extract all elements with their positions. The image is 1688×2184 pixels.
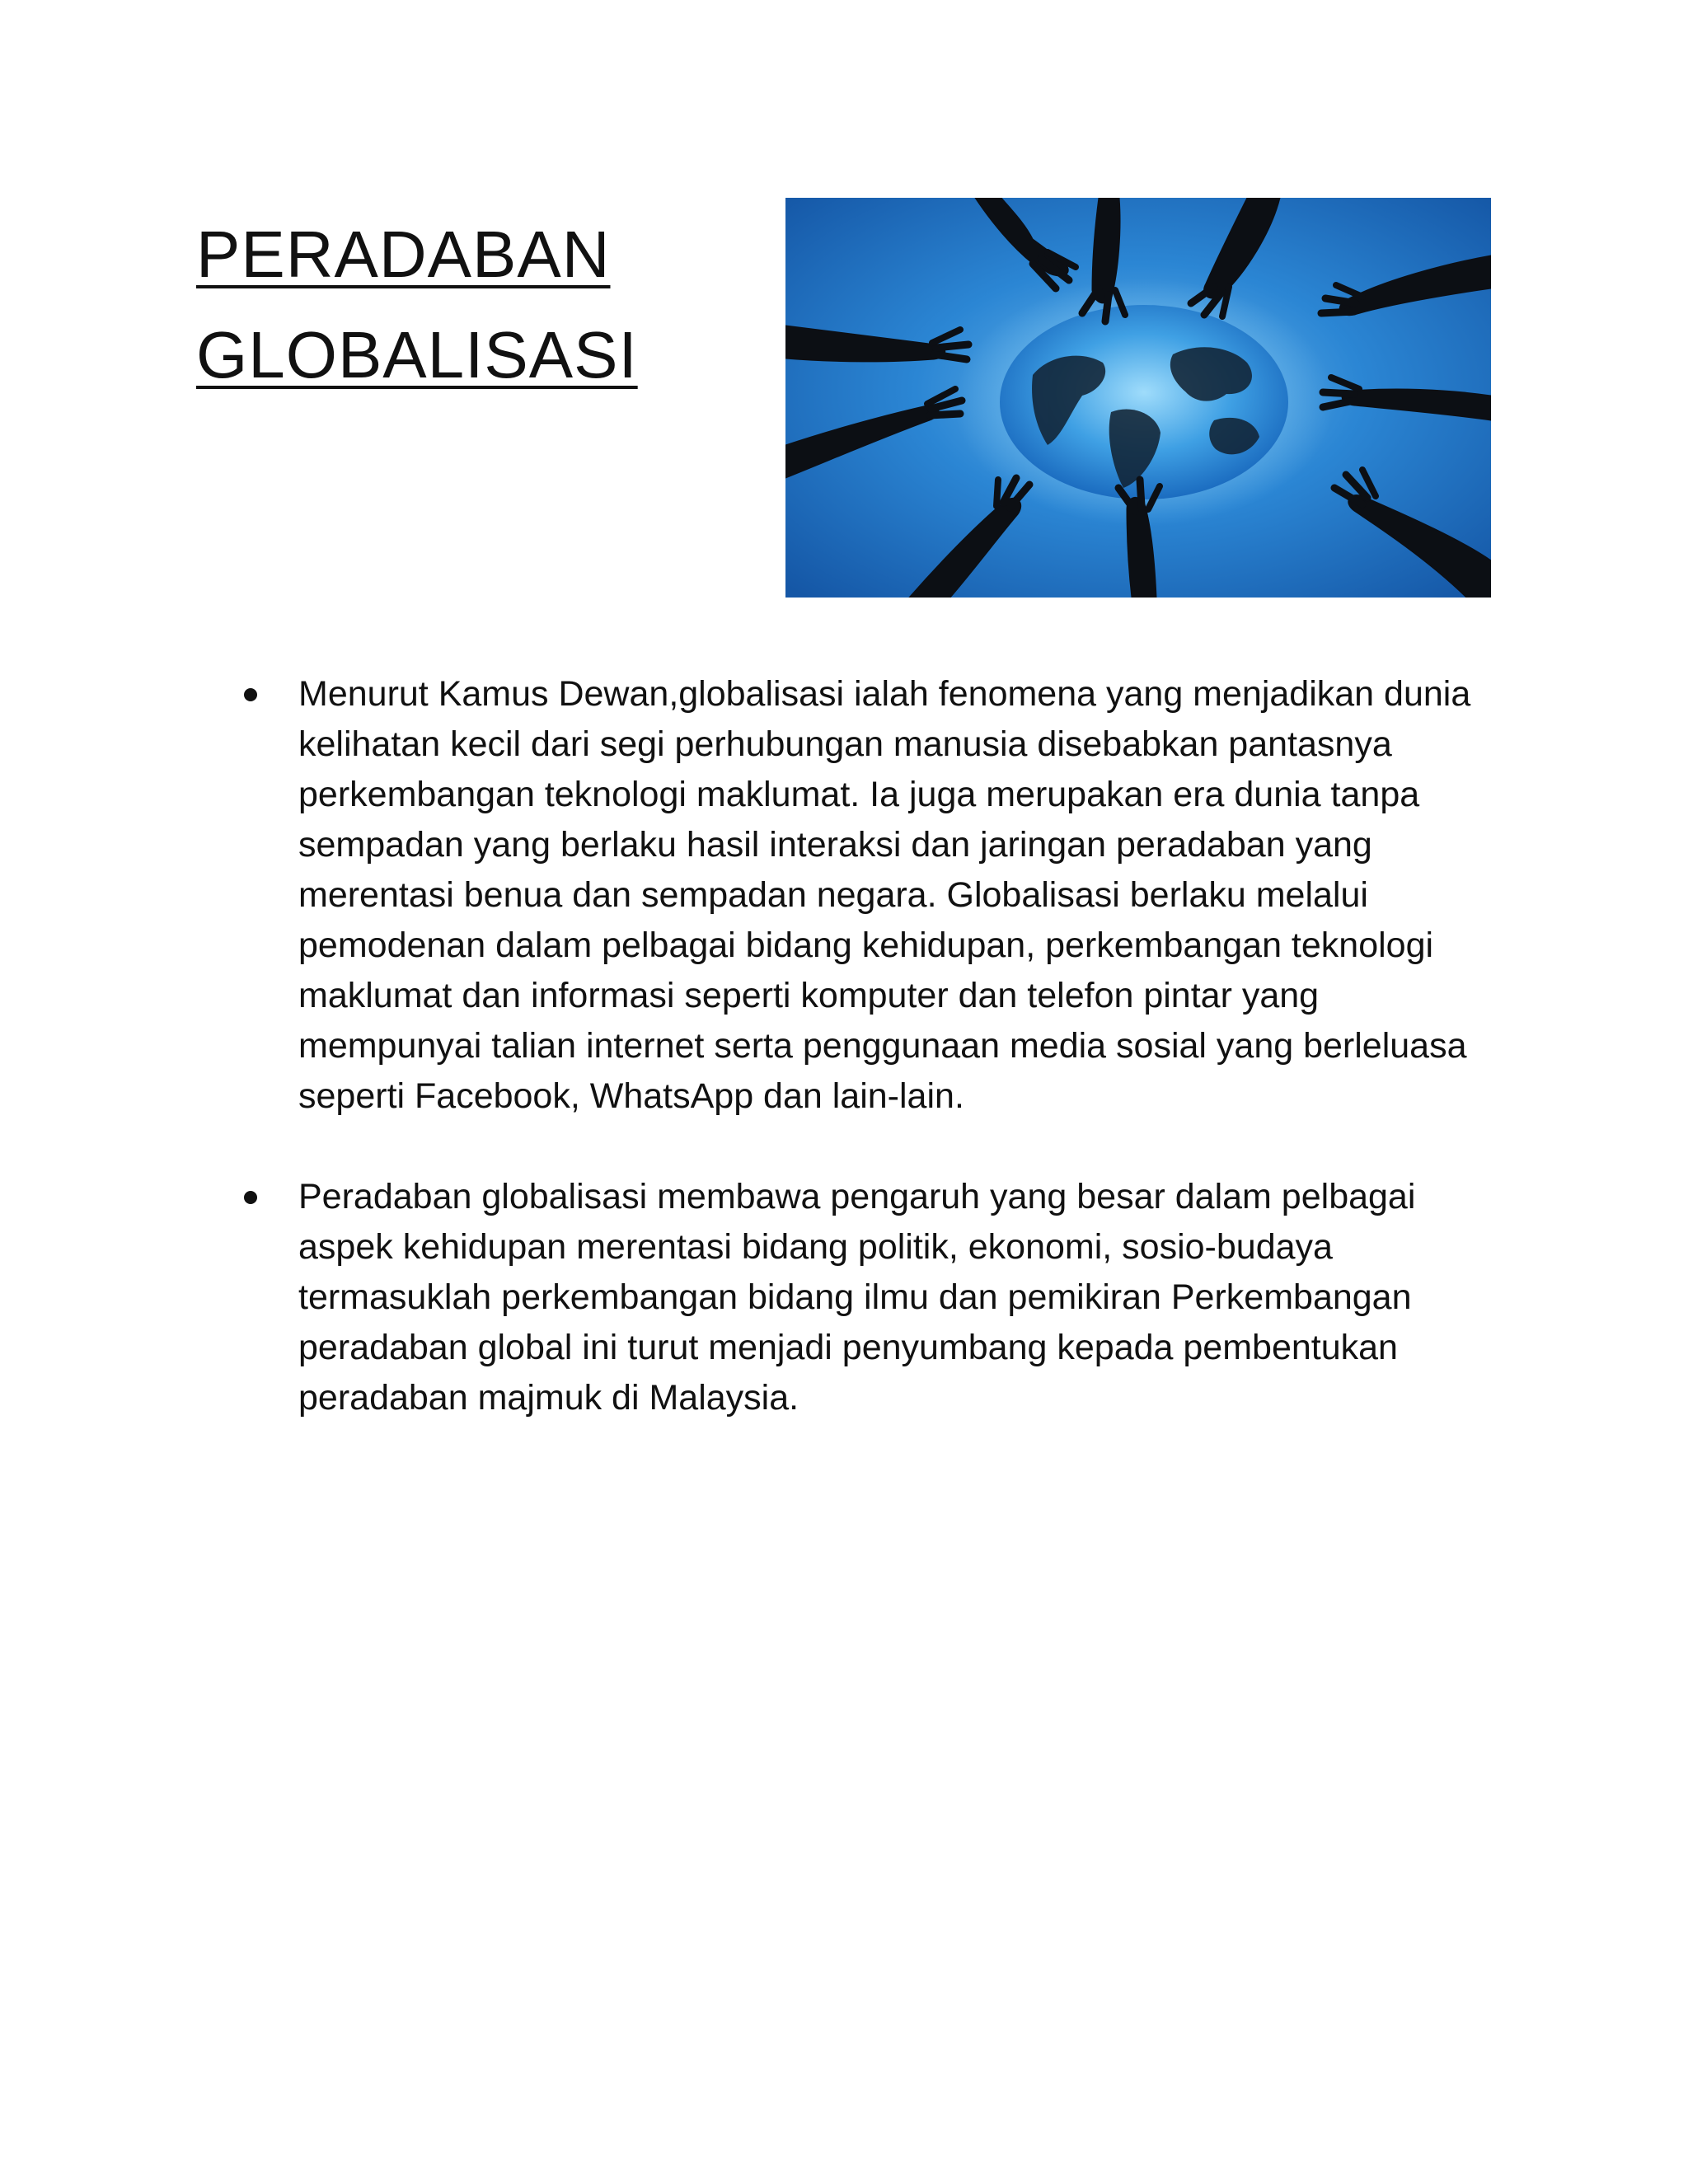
bullet-text: Menurut Kamus Dewan,globalisasi ialah fenomena yang menjadikan dunia kelihatan kecil dari segi perhubungan manusia disebabkan pantasnya perkembangan teknologi maklumat. Ia juga merupakan era dunia tanpa sempadan yang berlaku hasil interaksi dan jaringan peradaban yang merentasi benua dan sempadan negara. Globalisasi berlaku melalui pemodenan dalam pelbagai bidang kehidupan, perkembangan teknologi maklumat dan informasi seperti komputer dan telefon pintar yang mempunyai talian internet serta penggunaan media sosial yang berleluasa seperti Facebook, WhatsApp dan lain-lain. — [298, 674, 1471, 1116]
list-item — [239, 669, 1492, 1122]
title-line-1: PERADABAN — [196, 218, 611, 291]
hands-around-globe-image — [785, 198, 1491, 598]
page-title — [196, 204, 638, 405]
title-line-2: GLOBALISASI — [196, 318, 638, 391]
bullet-list — [239, 669, 1492, 1474]
bullet-icon — [244, 688, 257, 701]
bullet-text: Peradaban globalisasi membawa pengaruh yang besar dalam pelbagai aspek kehidupan merentasi bidang politik, ekonomi, sosio-budaya termasuklah perkembangan bidang ilmu dan pemikiran Perkembangan peradaban global ini turut menjadi penyumbang kepada pembentukan peradaban majmuk di Malaysia. — [298, 1177, 1416, 1418]
list-item — [239, 1172, 1492, 1423]
bullet-icon — [244, 1191, 257, 1204]
